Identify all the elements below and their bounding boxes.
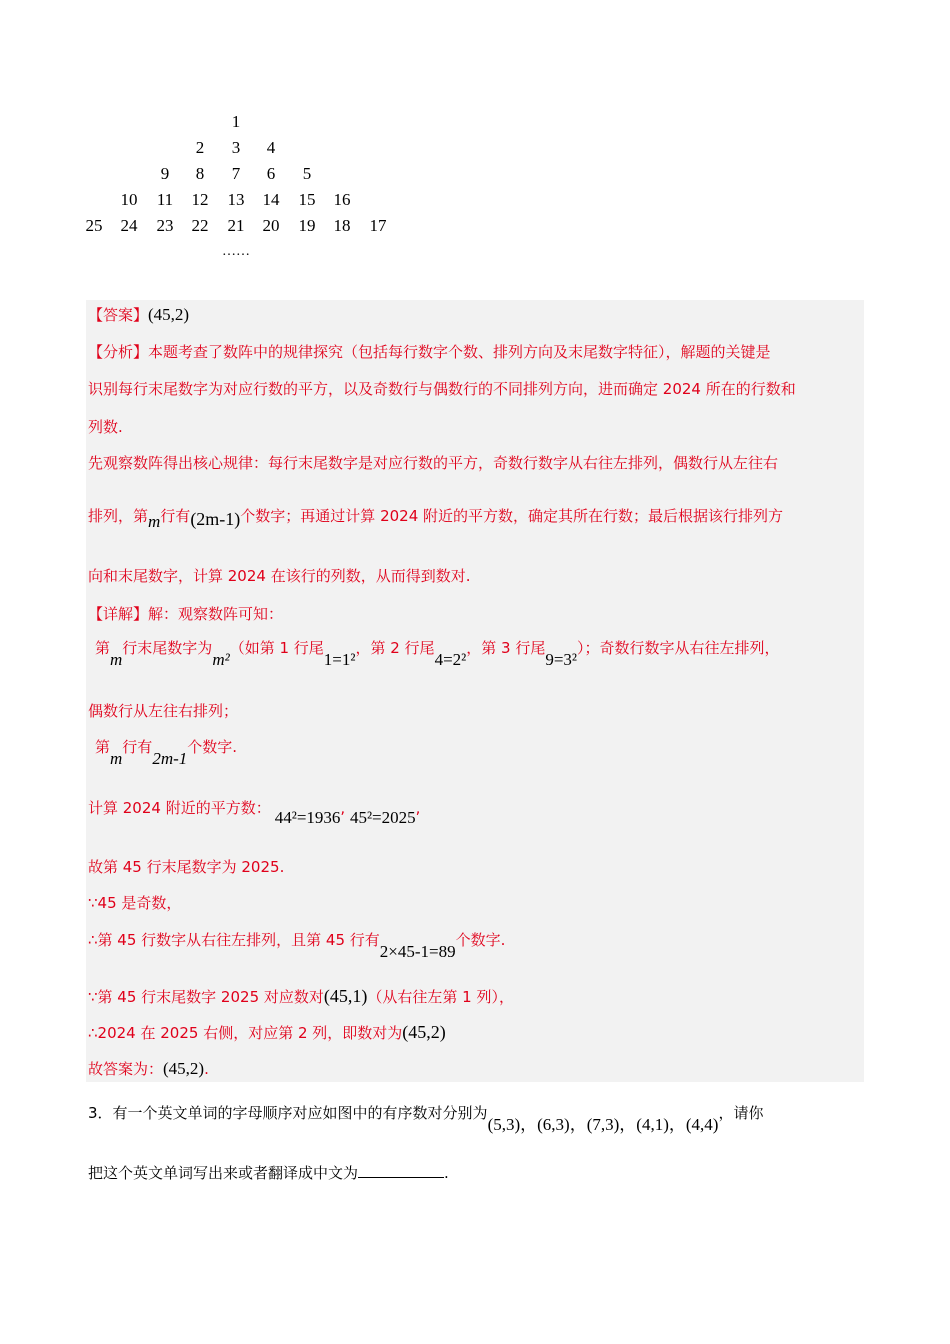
detail-text: 第 [95, 639, 111, 657]
analysis-line-2: 识别每行末尾数字为对应行数的平方，以及奇数行与偶数行的不同排列方向，进而确定 2024 所在的行数和 [88, 380, 796, 398]
triangle-cell: 23 [156, 216, 174, 235]
detail-line-7 [88, 929, 506, 961]
triangle-cell: 13 [227, 190, 245, 209]
triangle-ellipsis: …… [222, 244, 250, 259]
triangle-cell: 9 [160, 164, 170, 183]
triangle-cell: 24 [120, 216, 138, 235]
analysis-text: 排列，第 [88, 507, 149, 525]
question-text: 把这个英文单词写出来或者翻译成中文为 [88, 1164, 359, 1182]
answer-line [88, 304, 189, 325]
detail-text: （如第 1 行尾 [229, 639, 324, 657]
math-expr: (2m-1) [190, 509, 241, 529]
detail-text: . [204, 1060, 209, 1078]
analysis-line-3: 列数. [88, 418, 123, 436]
question-text: . [444, 1164, 449, 1182]
detail-line-4: 计算 2024 附近的平方数： 44²=1936, 45²=2025, [88, 799, 421, 827]
detail-text: 计算 2024 附近的平方数： [88, 799, 271, 817]
detail-line-10 [88, 1058, 209, 1079]
answer-value: (45,2) [148, 305, 190, 324]
triangle-cell: 5 [302, 164, 312, 183]
math-m-squared: m² [212, 650, 230, 669]
math-expr: 44²=1936 [274, 808, 341, 827]
answer-blank[interactable] [358, 1163, 444, 1178]
analysis-tag: 【分析】 [88, 343, 149, 361]
detail-line-2: 偶数行从左往右排列； [88, 702, 239, 720]
math-m: m [110, 650, 123, 669]
math-expr: 2m-1 [152, 749, 188, 768]
analysis-line-6: 向和末尾数字，计算 2024 在该行的列数，从而得到数对. [88, 567, 471, 585]
solution-box [86, 300, 864, 1082]
detail-line-6: ∵45 是奇数， [88, 894, 182, 912]
math-expr: 9=3² [545, 650, 578, 669]
analysis-text: 个数字；再通过计算 2024 附近的平方数，确定其所在行数；最后根据该行排列方 [240, 507, 784, 525]
detail-line-3 [95, 736, 238, 768]
detail-text: 行末尾数字为 [122, 639, 213, 657]
triangle-cell: 7 [231, 164, 241, 183]
triangle-cell: 18 [333, 216, 351, 235]
detail-line-1 [95, 637, 780, 669]
triangle-cell: 15 [298, 190, 316, 209]
detail-text: （从右往左第 1 列）， [367, 988, 514, 1006]
question-text: 有一个英文单词的字母顺序对应如图中的有序数对分别为 [112, 1104, 488, 1122]
triangle-cell: 4 [266, 138, 276, 157]
detail-text: ）；奇数行数字从右往左排列， [577, 639, 780, 657]
question-number: 3． [88, 1104, 113, 1122]
math-m: m [148, 512, 161, 531]
detail-text: ，第 3 行尾 [466, 639, 546, 657]
detail-text: 行有 [122, 738, 153, 756]
detail-text: 第 [95, 738, 111, 756]
triangle-cell: 20 [262, 216, 280, 235]
detail-text: ，第 2 行尾 [355, 639, 435, 657]
triangle-cell: 21 [227, 216, 245, 235]
triangle-cell: 11 [156, 190, 174, 209]
triangle-cell: 19 [298, 216, 316, 235]
detail-text: 个数字. [455, 931, 506, 949]
question-3-line-2 [88, 1162, 449, 1183]
triangle-cell: 1 [231, 112, 241, 131]
triangle-cell: 14 [262, 190, 280, 209]
triangle-cell: 12 [191, 190, 209, 209]
triangle-cell: 8 [195, 164, 205, 183]
detail-text: 个数字. [187, 738, 238, 756]
detail-tag: 【详解】 [88, 605, 149, 623]
math-expr: 4=2² [434, 650, 467, 669]
triangle-cell: 6 [266, 164, 276, 183]
detail-line-5: 故第 45 行末尾数字为 2025. [88, 858, 285, 876]
triangle-cell: 3 [231, 138, 241, 157]
analysis-text: 本题考查了数阵中的规律探究（包括每行数字个数、排列方向及末尾数字特征），解题的关键是 [148, 343, 771, 361]
detail-line-8 [88, 986, 514, 1007]
math-expr: 2×45-1=89 [379, 942, 456, 961]
question-3-line-1 [88, 1098, 764, 1134]
math-expr: (45,2) [402, 1022, 446, 1042]
detail-line-9 [88, 1022, 446, 1043]
triangle-cell: 17 [369, 216, 387, 235]
detail-text: ∵第 45 行末尾数字 2025 对应数对 [88, 988, 324, 1006]
triangle-cell: 16 [333, 190, 351, 209]
answer-tag: 【答案】 [88, 306, 149, 324]
detail-text: ∴2024 在 2025 右侧，对应第 2 列，即数对为 [88, 1024, 403, 1042]
triangle-cell: 25 [85, 216, 103, 235]
math-expr: (45,2) [163, 1059, 205, 1078]
detail-line-intro [88, 603, 283, 624]
math-expr: (45,1) [323, 986, 368, 1006]
math-m: m [110, 749, 123, 768]
analysis-text: 行有 [160, 507, 191, 525]
analysis-line-4: 先观察数阵得出核心规律：每行末尾数字是对应行数的平方，奇数行数字从右往左排列，偶数行从左往右 [88, 454, 779, 472]
analysis-line-5 [88, 505, 784, 531]
detail-text: 解：观察数阵可知： [148, 605, 284, 623]
question-text: ，请你 [718, 1104, 764, 1122]
math-expr: 45²=2025 [349, 808, 416, 827]
math-pairs: (5,3)，(6,3)，(7,3)，(4,1)，(4,4) [487, 1115, 719, 1134]
triangle-cell: 2 [195, 138, 205, 157]
math-expr: 1=1² [323, 650, 356, 669]
detail-text: ∴第 45 行数字从右往左排列，且第 45 行有 [88, 931, 380, 949]
triangle-cell: 22 [191, 216, 209, 235]
detail-text: 故答案为： [88, 1060, 164, 1078]
analysis-line-1 [88, 341, 771, 362]
triangle-cell: 10 [120, 190, 138, 209]
